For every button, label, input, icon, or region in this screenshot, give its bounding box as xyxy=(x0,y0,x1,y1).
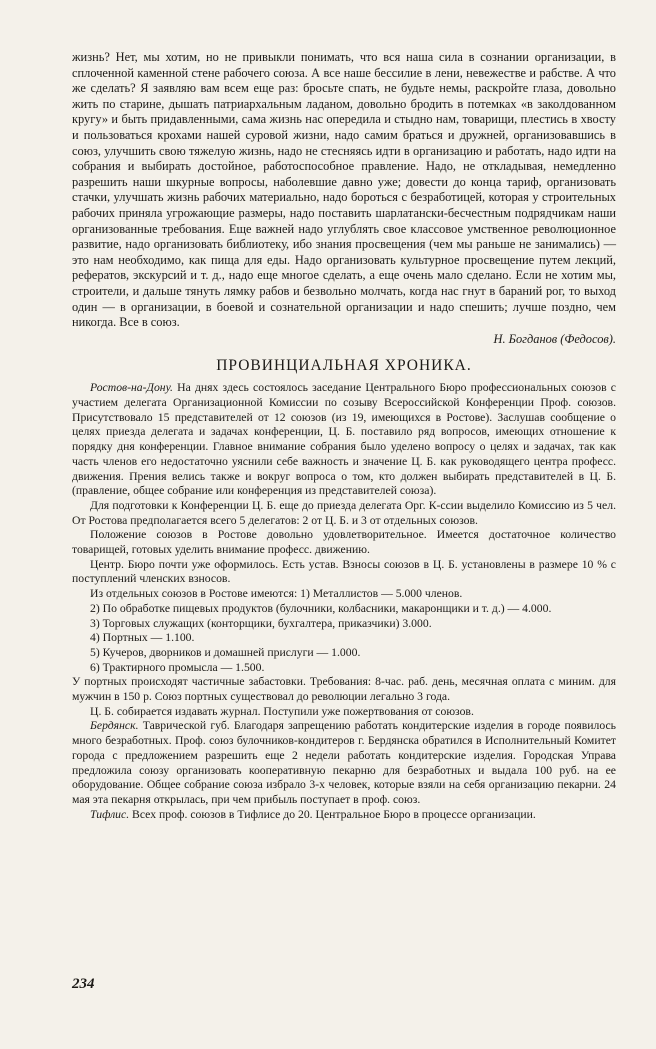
intro-paragraph: жизнь? Нет, мы хотим, но не привыкли понимать, что вся наша сила в сознании организации, в сплоченной каменной стене рабочего союза. А все наше бессилие в лени, невежестве и рабстве. А что же сделать? Я заявляю вам всем еще раз: бросьте спать, не будьте немы, раскройте глаза, довольно жить по старине, дышать патриархальным ладаном, довольно бродить в потемках «в заколдованном кругу» и быть придавленными, сама жизнь нас опередила и стыдно нам, товарищи, плестись в хвосту и пользоваться крохами нашей суровой жизни, надо самим браться и дружней, организовавшись в союз, улучшить свою тяжелую жизнь, надо не стесняясь идти в организацию и работать, надо идти на собрания и выбирать достойное, работоспособное правление. Надо, не откладывая, немедленно разрешить наши шкурные вопросы, наболевшие давно уже; довести до конца тариф, организовать стачки, улучшать жизнь рабочих материально, надо бороться с безработицей, которая у строительных рабочих приняла угрожающие размеры, надо поставить шарлатански-бесчестным подрядчикам наши организованные требования. Еще важней надо углублять свое классовое умственное революционное развитие, надо организовать библиотеку, ибо знания просвещения (чем мы раньше не занимались) — это нам необходимо, как пища для еды. Надо организовать культурное просвещение путем лекций, рефератов, экскурсий и т. д., надо еще многое сделать, а еще очень мало сделано. Если не хотим мы, строители, и дальше тянуть лямку рабов и безвольно молчать, когда нас гнут в бараний рог, то выход один — в организации, в боевой и сознательной организации и надо спешить; лучше поздно, чем никогда. Все в союз. xyxy=(72,50,616,330)
rostov-paragraph-3: Положение союзов в Ростове довольно удовлетворительное. Имеется достаточное количество товарищей, готовых уделить внимание професс. движению. xyxy=(72,528,616,557)
list-item: 4) Портных — 1.100. xyxy=(90,631,195,645)
berdyansk-paragraph xyxy=(72,719,616,807)
tiflis-text: Всех проф. союзов в Тифлисе до 20. Центральное Бюро в процессе организации. xyxy=(129,807,536,821)
berdyansk-section xyxy=(72,719,616,807)
rostov-paragraph-6: У портных происходят частичные забастовки. Требования: 8-час. раб. день, месячная оплата с миним. для мужчин в 150 р. Союз портных существовал до революции легально 3 года. xyxy=(72,675,616,704)
rostov-paragraph-1 xyxy=(72,381,616,499)
rostov-paragraph-5: Из отдельных союзов в Ростове имеются: 1) Металлистов — 5.000 членов. xyxy=(90,587,463,601)
berdyansk-text: Таврической губ. Благодаря запрещению работать кондитерские изделия в городе появилось много безработных. Проф. союз булочников-кондитеров г. Бердянска обратился в Исполнительный Комитет города с предложением разрешить еще 2 недели работать кондитерские изделия. Городская Управа предложила союзу организовать кооперативную пекарню для безработных и выдала 100 руб. на ее оборудование. Общее собрание союза избрало 3-х человек, которые взяли на себя организацию пекарни. 24 мая эта пекарня открылась, при чем прибыль поступает в проф. союз. xyxy=(72,719,616,806)
section-title: ПРОВИНЦИАЛЬНАЯ ХРОНИКА. xyxy=(216,357,472,375)
rostov-paragraph-7: Ц. Б. собирается издавать журнал. Поступили уже пожертвования от союзов. xyxy=(90,704,474,718)
list-item: 2) По обработке пищевых продуктов (булочники, колбасники, макаронщики и т. д.) — 4.000. xyxy=(90,601,552,615)
rostov-paragraph-4: Центр. Бюро почти уже оформилось. Есть устав. Взносы союзов в Ц. Б. установлены в размере 10 % с поступлений членских взносов. xyxy=(72,557,616,586)
author-signature: Н. Богданов (Федосов). xyxy=(493,331,616,346)
list-item: 5) Кучеров, дворников и домашней прислуги — 1.000. xyxy=(90,645,361,659)
place-name-tiflis: Тифлис. xyxy=(90,807,130,821)
rostov-paragraph-2: Для подготовки к Конференции Ц. Б. еще до приезда делегата Орг. К-ссии выделило Комиссию из 5 чел. От Ростова предполагается всего 5 делегатов: 2 от Ц. Б. и 3 от отдельных союзов. xyxy=(72,498,616,527)
union-list xyxy=(72,602,616,676)
list-item: 3) Торговых служащих (конторщики, бухгалтера, приказчики) 3.000. xyxy=(90,616,432,630)
page-number: 234 xyxy=(72,976,95,992)
rostov-text-1: На днях здесь состоялось заседание Центрального Бюро профессиональных союзов с участием делегата Организационной Комиссии по созыву Всероссийской Конференции Проф. союзов. Присутствовало 15 представителей от 12 союзов (из 19, имеющихся в Ростове). Заслушав сообщение о целях приезда делегата и задачах конференции, Ц. Б. поставило ряд вопросов, имеющих отношение к порядку дня конференции. Главное внимание собрания было уделено вопросу о целях и задачах, так как часть членов его недостаточно уяснили себе важность и значение Ц. Б. как руководящего центра професс. движения. Прения велись также и вокруг вопроса о том, кто должен выбирать представителей в Ц. Б. (правление, общее собрание или конференция из представителей союза). xyxy=(72,381,616,498)
tiflis-paragraph xyxy=(72,808,616,823)
place-name-berdyansk: Бердянск. xyxy=(90,719,139,733)
place-name-rostov: Ростов-на-Дону. xyxy=(90,381,173,395)
tiflis-section xyxy=(72,808,616,823)
text-column xyxy=(72,50,616,822)
rostov-section xyxy=(72,381,616,719)
list-item: 6) Трактирного промысла — 1.500. xyxy=(90,660,265,674)
